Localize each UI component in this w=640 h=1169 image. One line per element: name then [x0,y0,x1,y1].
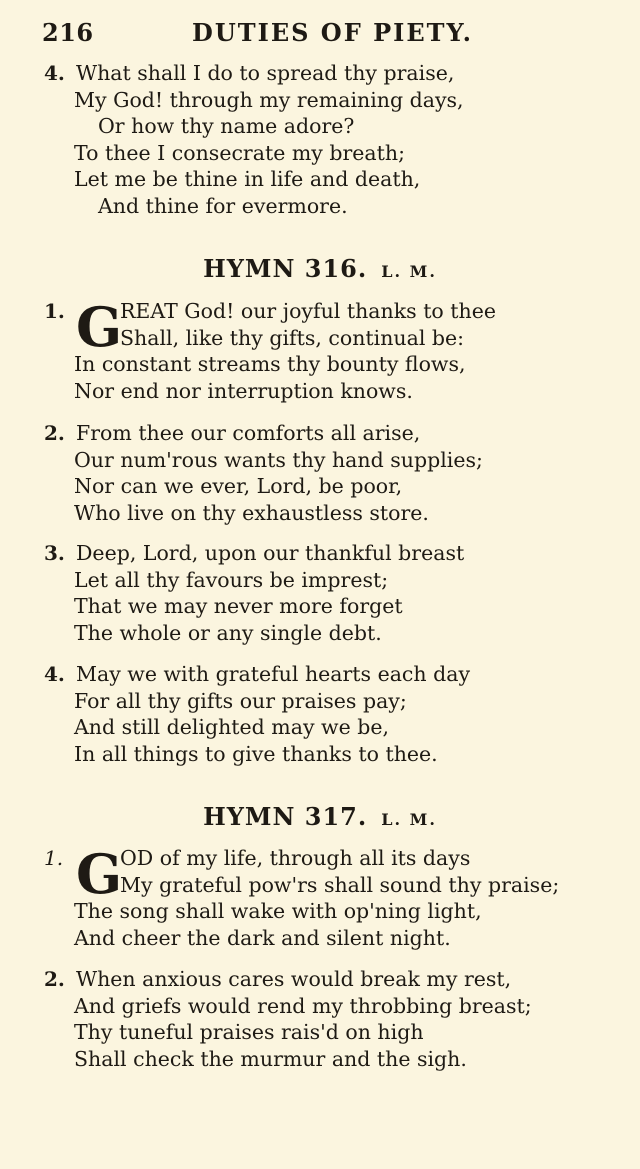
verse-line [44,447,624,474]
verse-text: Let me be thine in life and death, [74,167,421,191]
verse-text: Who live on thy exhaustless store. [74,500,429,525]
verse-line [44,966,624,993]
verse-line [44,473,624,500]
verse-line [44,567,624,594]
verse-line [44,925,624,952]
hymn-316-stanza-1 [44,295,624,404]
verse-line [44,741,624,768]
verse-line [44,87,624,114]
hymn-number: HYMN 317. [203,802,368,831]
drop-cap: G [76,842,123,906]
verse-text: And thine for evermore. [98,193,348,218]
verse-text: Let all thy favours be imprest; [74,567,389,592]
verse-text: In all things to give thanks to thee. [74,741,438,766]
stanza-number: 3. [44,541,65,565]
hymn-316-title [0,254,640,283]
verse-text: To thee I consecrate my breath; [74,140,406,165]
verse-text: REAT God! our joyful thanks to thee [120,299,496,323]
hymn-number: HYMN 316. [203,254,368,283]
verse-line [44,993,624,1020]
verse-line [44,378,624,405]
verse-line [44,688,624,715]
hymn-317-title [0,802,640,831]
verse-text: And cheer the dark and silent night. [74,925,451,950]
verse-text: When anxious cares would break my rest, [76,967,512,991]
verse-line [44,1046,624,1073]
verse-line [44,113,624,140]
verse-text: Nor can we ever, Lord, be poor, [74,474,403,498]
hymn-meter: L. M. [381,262,437,281]
hymn-316-stanza-3 [44,540,624,646]
verse-text: Shall, like thy gifts, continual be: [120,325,465,350]
verse-text: OD of my life, through all its days [120,846,471,870]
verse-line [44,325,624,352]
verse-line [44,166,624,193]
verse-text: Deep, Lord, upon our thankful breast [76,541,465,565]
verse-text: My God! through my remaining days, [74,87,464,112]
stanza-number: 1. [44,299,65,323]
verse-line [44,872,624,899]
verse-text: For all thy gifts our praises pay; [74,688,407,713]
hymn-meter: L. M. [381,810,437,829]
verse-text: That we may never more forget [74,594,403,618]
carryover-stanza [44,60,624,219]
verse-text: Or how thy name adore? [98,114,355,138]
verse-line [44,351,624,378]
verse-line [44,620,624,647]
verse-line [44,845,624,872]
stanza-number: 2. [44,421,65,445]
verse-line [44,661,624,688]
page-header [42,18,602,52]
verse-text: Thy tuneful praises rais'd on high [74,1020,424,1044]
hymn-316-stanza-2 [44,420,624,526]
hymn-316-stanza-4 [44,661,624,767]
verse-text: What shall I do to spread thy praise, [76,61,455,85]
hymn-317-stanza-1 [44,842,624,951]
verse-line [44,1019,624,1046]
verse-line [44,714,624,741]
verse-line [44,420,624,447]
hymn-317-stanza-2 [44,966,624,1072]
verse-text: May we with grateful hearts each day [76,662,471,686]
page-number: 216 [42,18,94,47]
verse-text: My grateful pow'rs shall sound thy praise; [120,872,560,897]
verse-text: Our num'rous wants thy hand supplies; [74,447,483,472]
running-head: DUTIES OF PIETY. [192,18,473,47]
verse-line [44,140,624,167]
verse-line [44,60,624,87]
stanza-number: 4. [44,662,65,686]
verse-line [44,193,624,220]
verse-line [44,500,624,527]
drop-cap: G [76,295,123,359]
verse-text: From thee our comforts all arise, [76,421,421,445]
verse-line [44,593,624,620]
verse-text: And still delighted may we be, [74,715,390,739]
stanza-number: 4. [44,61,65,85]
verse-text: The song shall wake with op'ning light, [74,899,482,923]
verse-text: The whole or any single debt. [74,620,382,645]
stanza-number: 2. [44,967,65,991]
verse-line [44,298,624,325]
verse-line [44,540,624,567]
verse-text: Nor end nor interruption knows. [74,378,413,403]
verse-line [44,898,624,925]
verse-text: And griefs would rend my throbbing breast; [74,993,532,1018]
stanza-number: 1. [44,846,64,870]
verse-text: Shall check the murmur and the sigh. [74,1046,467,1071]
verse-text: In constant streams thy bounty flows, [74,352,466,376]
